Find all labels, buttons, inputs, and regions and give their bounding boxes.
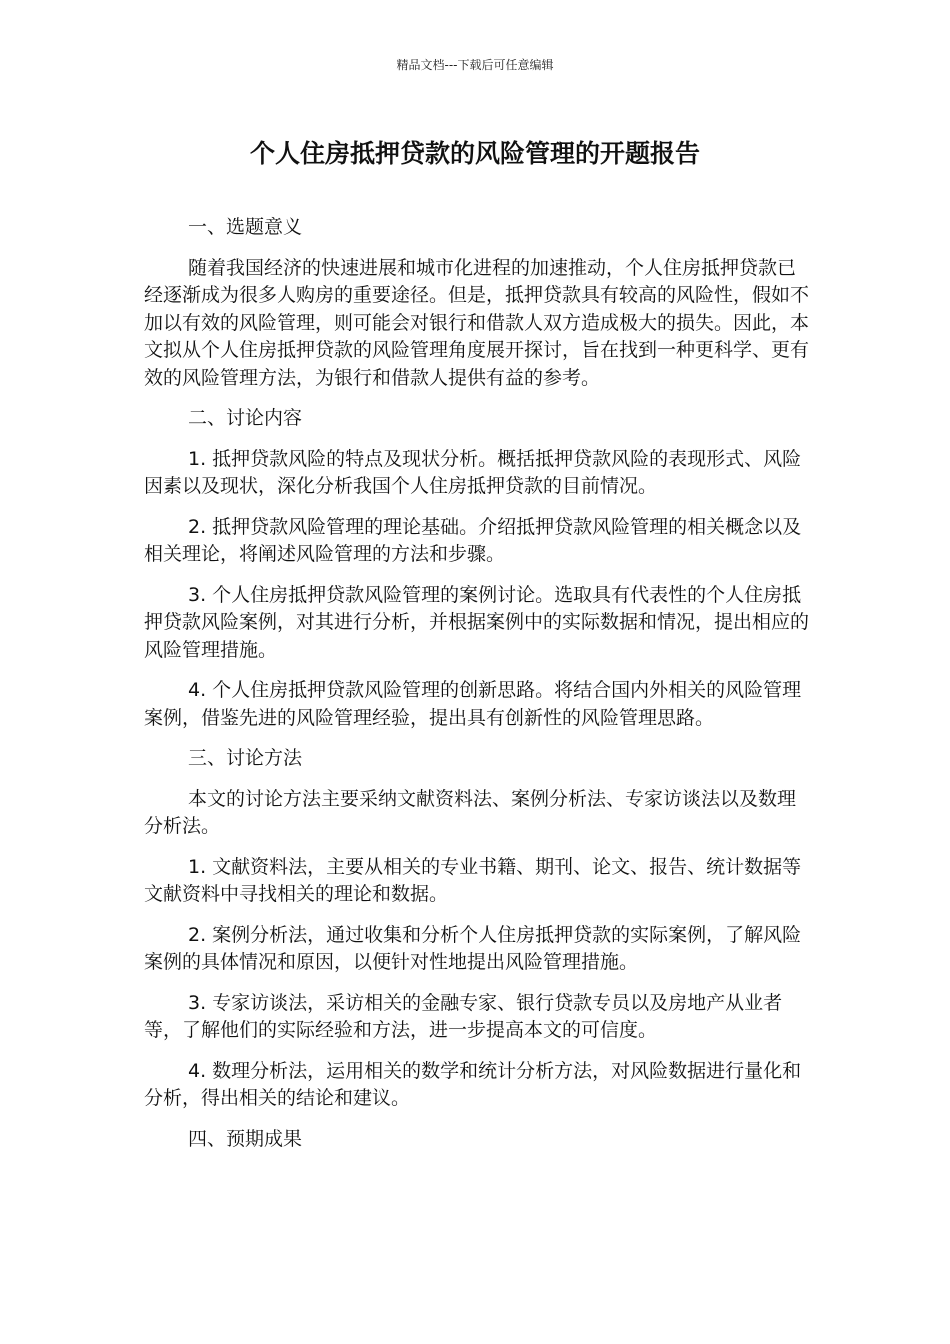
method-item-2: 2. 案例分析法，通过收集和分析个人住房抵押贷款的实际案例，了解风险案例的具体情况和原因，以便针对性地提出风险管理措施。 <box>144 923 802 973</box>
content-item-2: 2. 抵押贷款风险管理的理论基础。介绍抵押贷款风险管理的相关概念以及相关理论，将阐述风险管理的方法和步骤。 <box>144 515 802 565</box>
paragraph-significance: 随着我国经济的快速进展和城市化进程的加速推动，个人住房抵押贷款已经逐渐成为很多人购房的重要途径。但是，抵押贷款具有较高的风险性，假如不加以有效的风险管理，则可能会对银行和借款人双方造成极大的损失。因此，本文拟从个人住房抵押贷款的风险管理角度展开探讨，旨在找到一种更科学、更有效的风险管理方法，为银行和借款人提供有益的参考。 <box>144 256 810 389</box>
content-item-4: 4. 个人住房抵押贷款风险管理的创新思路。将结合国内外相关的风险管理案例，借鉴先进的风险管理经验，提出具有创新性的风险管理思路。 <box>144 679 802 729</box>
paragraph-methods-intro: 本文的讨论方法主要采纳文献资料法、案例分析法、专家访谈法以及数理分析法。 <box>144 787 797 837</box>
method-item-3: 3. 专家访谈法，采访相关的金融专家、银行贷款专员以及房地产从业者等，了解他们的实际经验和方法，进一步提高本文的可信度。 <box>144 991 783 1041</box>
content-item-1: 1. 抵押贷款风险的特点及现状分析。概括抵押贷款风险的表现形式、风险因素以及现状，深化分析我国个人住房抵押贷款的目前情况。 <box>144 447 802 497</box>
page-header: 精品文档---下载后可任意编辑 <box>396 58 554 72</box>
document-title: 个人住房抵押贷款的风险管理的开题报告 <box>249 139 700 168</box>
section-heading-research-methods: 三、讨论方法 <box>188 747 303 769</box>
method-item-4: 4. 数理分析法，运用相关的数学和统计分析方法，对风险数据进行量化和分析，得出相关的结论和建议。 <box>144 1059 802 1109</box>
method-item-1: 1. 文献资料法，主要从相关的专业书籍、期刊、论文、报告、统计数据等文献资料中寻找相关的理论和数据。 <box>144 855 802 905</box>
content-item-3: 3. 个人住房抵押贷款风险管理的案例讨论。选取具有代表性的个人住房抵押贷款风险案例，对其进行分析，并根据案例中的实际数据和情况，提出相应的风险管理措施。 <box>144 583 810 661</box>
section-heading-research-content: 二、讨论内容 <box>188 407 303 429</box>
section-heading-topic-significance: 一、选题意义 <box>188 216 303 238</box>
section-heading-expected-results: 四、预期成果 <box>188 1127 303 1150</box>
document-body <box>144 214 812 1166</box>
